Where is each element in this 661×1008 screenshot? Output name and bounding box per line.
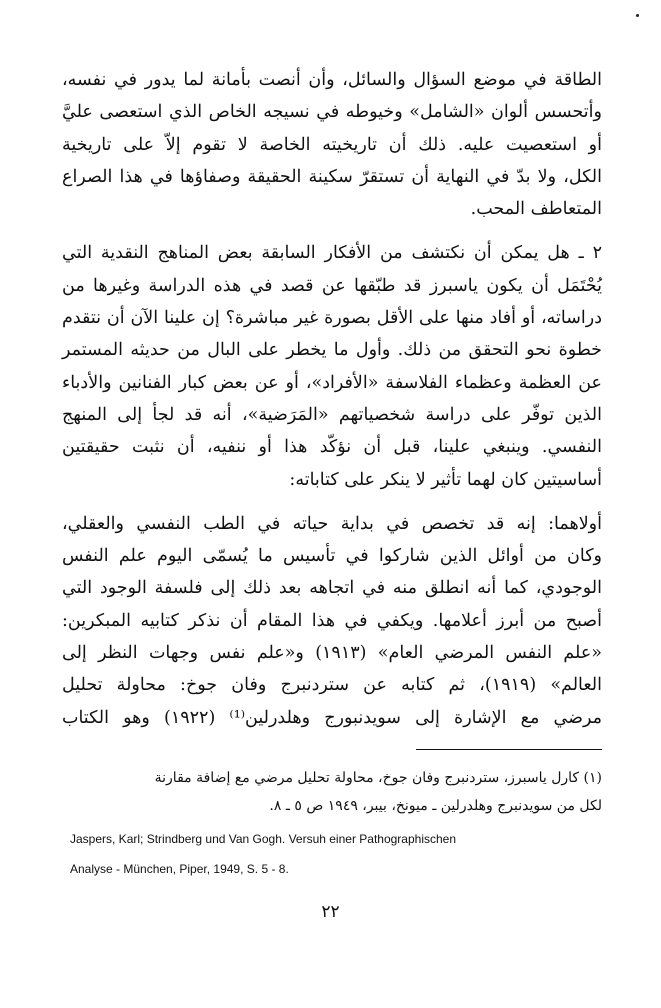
text-line: «علم النفس المرضي العام» (١٩١٣) و«علم نفس وجهات النظر إلى xyxy=(62,643,602,664)
text-line: وكان من أوائل الذين شاركوا في تأسيس ما يُسمّى اليوم علم النفس xyxy=(62,546,602,567)
text-line: النفسي. وينبغي علينا، قبل أن نؤكّد هذا أو ننفيه، أن نثبت حقيقتين xyxy=(62,437,602,458)
corner-mark xyxy=(636,14,639,17)
text-line: يُحْتَمَل أن يكون ياسبرز قد طبّقها عن قصد في هذه الدراسة وغيرها من xyxy=(62,275,602,296)
footnote-divider xyxy=(416,749,602,750)
page-number: ٢٢ xyxy=(321,902,340,922)
text-line: ٢ ـ هل يمكن أن نكتشف من الأفكار السابقة بعض المناهج النقدية التي xyxy=(62,243,602,264)
text-line: دراساته، أو أفاد منها على الأقل بصورة غير مباشرة؟ إن علينا الآن أن نتقدم xyxy=(62,308,602,329)
text-line: أصبح من أبرز أعلامها. ويكفي في هذا المقام أن نذكر كتابيه المبكرين: xyxy=(62,610,602,631)
body-text xyxy=(62,64,602,734)
text-line: وأتحسس ألوان «الشامل» وخيوطه في نسيجه الخاص الذي استعصى عليَّ xyxy=(62,102,602,123)
text-line: مرضي مع الإشارة إلى سويدنبورج وهلدرلين⁽¹⁾ (١٩٢٢) وهو الكتاب xyxy=(62,707,602,728)
text-line: الطاقة في موضع السؤال والسائل، وأن أنصت بأمانة لما يدور في نفسه، xyxy=(62,70,602,90)
paragraph-3 xyxy=(62,508,602,734)
footnote-latin-line: Analyse - München, Piper, 1949, S. 5 - 8. xyxy=(70,862,289,876)
text-line: المتعاطف المحب. xyxy=(470,199,602,220)
text-line: عن العظمة وعظماء الفلاسفة «الأفراد»، أو عن بعض كبار الفنانين والأدباء xyxy=(62,372,602,393)
footnote-line: لكل من سويدنبرج وهلدرلين ـ ميونخ، بيبر، ١٩٤٩ ص ٥ ـ ٨. xyxy=(269,798,602,814)
text-line: أو استعصيت عليه. ذلك أن تاريخيته الخاصة لا تقوم إلاّ على تاريخية xyxy=(62,134,602,155)
footnote xyxy=(70,764,602,820)
footnote-latin-line: Jaspers, Karl; Strindberg und Van Gogh. Versuh einer Pathographischen xyxy=(70,832,457,846)
text-line: الكل، ولا بدّ في النهاية أن تستقرّ سكينة الحقيقة وصفاؤها في هذا الصراع xyxy=(62,166,602,187)
text-line: العالم» (١٩١٩)، ثم كتابه عن ستردنبرج وفان جوخ: محاولة تحليل xyxy=(62,675,603,696)
text-line: أساسيتين كان لهما تأثير لا ينكر على كتاباته: xyxy=(289,469,602,490)
paragraph-2 xyxy=(62,237,602,495)
paragraph-1 xyxy=(62,64,602,225)
text-line: الذين توفّر على دراسة شخصياتهم «المَرَضية»، أنه قد لجأ إلى المنهج xyxy=(62,404,602,425)
footnote-line: (١) كارل ياسبرز، ستردنبرج وفان جوخ، محاولة تحليل مرضي مع إضافة مقارنة xyxy=(154,770,602,786)
text-line: أولاهما: إنه قد تخصص في بداية حياته في الطب النفسي والعقلي، xyxy=(62,513,602,534)
text-line: الوجودي، كما أنه انطلق منه في اتجاهه بعد ذلك إلى فلسفة الوجود التي xyxy=(62,578,602,599)
text-line: خطوة نحو التحقق من ذلك. وأول ما يخطر على البال من حديثه المستمر xyxy=(62,340,602,361)
